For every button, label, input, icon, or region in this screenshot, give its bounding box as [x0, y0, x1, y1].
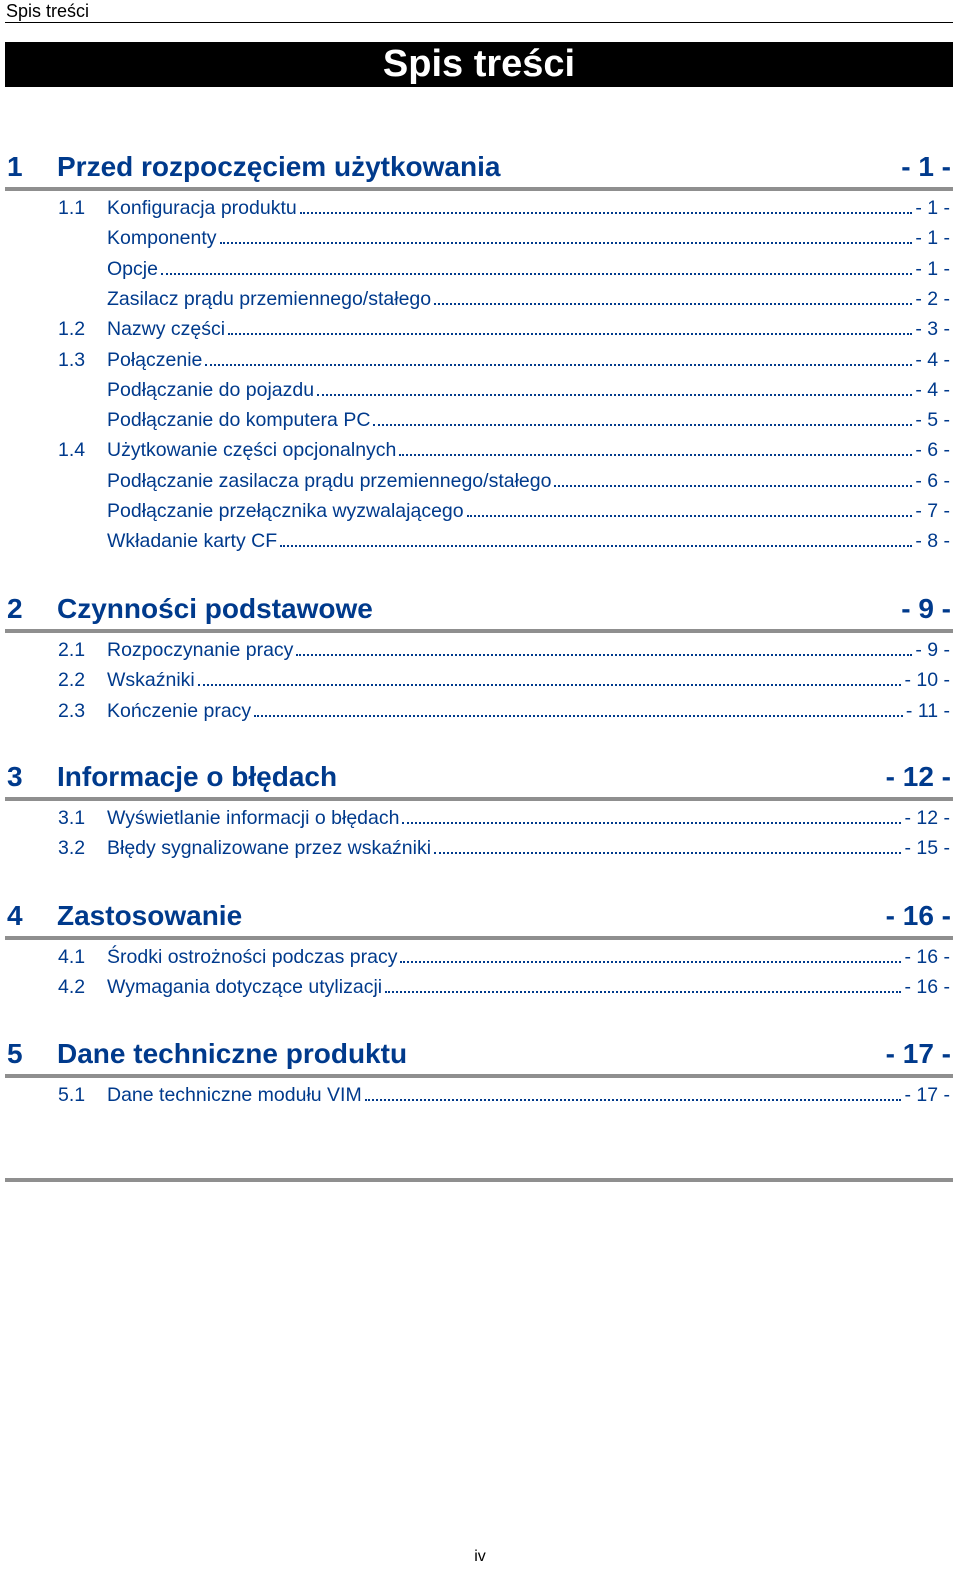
toc-entry-number: 5.1: [58, 1084, 86, 1106]
toc-entry-label: Wymagania dotyczące utylizacji: [107, 976, 383, 999]
toc-entry-line: [107, 1084, 950, 1107]
dot-leader: [554, 470, 912, 487]
toc-entry-label: Nazwy części: [107, 318, 226, 341]
running-header: Spis treści: [6, 1, 90, 21]
toc-entry-line: [107, 197, 950, 220]
toc-entry-label: Użytkowanie części opcjonalnych: [107, 439, 397, 462]
toc-entry-label: Konfiguracja produktu: [107, 197, 297, 219]
toc-entry[interactable]: [0, 946, 960, 976]
toc-entry-page: - 7 -: [915, 500, 950, 522]
toc-entry-page: - 9 -: [915, 639, 950, 661]
toc-entry-label: Opcje: [107, 257, 158, 280]
dot-leader: [205, 349, 912, 366]
chapter-heading[interactable]: [5, 894, 953, 940]
toc-entry-label: Kończenie pracy: [107, 699, 252, 722]
dot-leader: [317, 379, 912, 396]
chapter-number: 1: [7, 151, 23, 182]
toc-entry-label: Środki ostrożności podczas pracy: [107, 946, 398, 968]
toc-entry-page: - 15 -: [904, 837, 950, 860]
toc-entry-label: Podłączanie do pojazdu: [107, 378, 315, 401]
chapter-number: 2: [7, 593, 23, 624]
toc-entry-line: [107, 837, 950, 860]
toc-entry[interactable]: [0, 439, 960, 469]
chapter-heading[interactable]: [5, 587, 953, 633]
toc-entry-label: Podłączanie przełącznika wyzwalającego: [107, 500, 464, 522]
toc-entry-line: [107, 669, 950, 692]
dot-leader: [400, 946, 901, 963]
toc-entry-number: 1.2: [58, 318, 86, 341]
toc-entry-page: - 12 -: [904, 807, 950, 829]
header-rule: [5, 22, 953, 23]
toc-entry-label: Połączenie: [107, 348, 203, 371]
dot-leader: [385, 976, 901, 993]
toc-entry-page: - 2 -: [915, 287, 950, 310]
toc-entry-page: - 3 -: [915, 318, 950, 341]
toc-entry[interactable]: [0, 530, 960, 560]
toc-entry[interactable]: [0, 470, 960, 500]
toc-entry-line: [107, 227, 950, 250]
toc-entry-page: - 6 -: [915, 439, 950, 462]
toc-entry-label: Wskaźniki: [107, 669, 195, 692]
page-title-bar: [5, 42, 953, 87]
toc-entry-page: - 16 -: [904, 946, 950, 968]
toc-entry-number: 2.2: [58, 669, 86, 692]
toc-entry-line: [107, 500, 950, 523]
chapter-title: Przed rozpoczęciem użytkowania: [57, 151, 501, 182]
chapter-page: - 9 -: [901, 593, 951, 624]
bottom-rule: [5, 1178, 953, 1182]
toc-entry-page: - 16 -: [904, 976, 950, 999]
toc-entry-page: - 5 -: [915, 409, 950, 432]
toc-entry-page: - 1 -: [915, 197, 950, 219]
chapter-page: - 1 -: [901, 151, 951, 182]
toc-entry-page: - 4 -: [915, 348, 950, 371]
dot-leader: [467, 500, 913, 517]
dot-leader: [198, 669, 902, 686]
toc-entry-line: [107, 530, 950, 553]
toc-entry-number: 2.1: [58, 639, 86, 661]
toc-entry[interactable]: [0, 807, 960, 837]
toc-entry-page: - 8 -: [915, 530, 950, 553]
toc-entry[interactable]: [0, 318, 960, 348]
toc-entry-line: [107, 470, 950, 493]
toc-entry[interactable]: [0, 288, 960, 318]
chapter-title: Czynności podstawowe: [57, 593, 373, 624]
toc-entry-page: - 6 -: [915, 469, 950, 492]
toc-entry-number: 1.4: [58, 439, 86, 462]
dot-leader: [434, 837, 901, 854]
toc-entry-line: [107, 700, 950, 723]
toc-entry-label: Podłączanie do komputera PC: [107, 409, 371, 432]
toc-entry-line: [107, 258, 950, 281]
toc-entry[interactable]: [0, 500, 960, 530]
chapter-page: - 12 -: [885, 761, 951, 792]
toc-entry-line: [107, 639, 950, 662]
toc-entry-page: - 11 -: [905, 699, 950, 722]
toc-entry[interactable]: [0, 379, 960, 409]
chapter-heading[interactable]: [5, 145, 953, 191]
chapter-page: - 17 -: [885, 1038, 951, 1069]
toc-entry-label: Podłączanie zasilacza prądu przemiennego/stałego: [107, 469, 552, 492]
toc-entry-number: 4.1: [58, 946, 86, 968]
toc-entry-label: Wyświetlanie informacji o błędach: [107, 807, 400, 829]
toc-entry[interactable]: [0, 669, 960, 699]
toc-entry[interactable]: [0, 197, 960, 227]
toc-entry-label: Wkładanie karty CF: [107, 530, 278, 553]
dot-leader: [365, 1084, 902, 1101]
toc-entry[interactable]: [0, 700, 960, 730]
dot-leader: [296, 639, 912, 656]
dot-leader: [161, 258, 912, 275]
toc-entry-line: [107, 439, 950, 462]
toc-entry-label: Zasilacz prądu przemiennego/stałego: [107, 287, 432, 310]
toc-entry-number: 3.2: [58, 837, 86, 860]
toc-entry-line: [107, 349, 950, 372]
toc-entry-label: Rozpoczynanie pracy: [107, 639, 294, 661]
chapter-number: 5: [7, 1038, 23, 1069]
page-title: Spis treści: [382, 43, 576, 85]
toc-entry[interactable]: [0, 349, 960, 379]
toc-entry-page: - 1 -: [915, 257, 950, 280]
toc-entry-number: 2.3: [58, 699, 86, 722]
dot-leader: [373, 409, 912, 426]
dot-leader: [228, 318, 912, 335]
toc-entry-label: Dane techniczne modułu VIM: [107, 1084, 362, 1106]
toc-entry-line: [107, 976, 950, 999]
chapter-page: - 16 -: [885, 900, 951, 931]
toc-entry-label: Błędy sygnalizowane przez wskaźniki: [107, 837, 432, 860]
toc-entry[interactable]: [0, 639, 960, 669]
toc-entry[interactable]: [0, 837, 960, 867]
chapter-heading[interactable]: [5, 755, 953, 801]
dot-leader: [402, 807, 901, 824]
toc-entry-page: - 4 -: [915, 378, 950, 401]
toc-entry-label: Komponenty: [107, 227, 217, 250]
toc-entry[interactable]: [0, 409, 960, 439]
toc-entry-number: 1.1: [58, 197, 86, 219]
dot-leader: [220, 227, 913, 244]
toc-entry-line: [107, 318, 950, 341]
page-number: iv: [474, 1548, 486, 1565]
toc-entry-line: [107, 409, 950, 432]
toc-entry-page: - 10 -: [904, 669, 950, 692]
chapter-title: Zastosowanie: [57, 900, 243, 931]
toc-entry-page: - 1 -: [915, 227, 950, 250]
toc-entry[interactable]: [0, 227, 960, 257]
chapter-number: 4: [7, 900, 23, 931]
toc-entry-number: 3.1: [58, 807, 86, 829]
chapter-title: Informacje o błędach: [57, 761, 338, 792]
toc-entry-line: [107, 807, 950, 830]
dot-leader: [254, 700, 903, 717]
toc-entry-page: - 17 -: [904, 1084, 950, 1106]
toc-entry[interactable]: [0, 976, 960, 1006]
toc-entry-line: [107, 288, 950, 311]
toc-entry[interactable]: [0, 1084, 960, 1114]
toc-entry-number: 4.2: [58, 976, 86, 999]
dot-leader: [280, 530, 912, 547]
toc-entry[interactable]: [0, 258, 960, 288]
toc-entry-line: [107, 946, 950, 969]
chapter-heading[interactable]: [5, 1032, 953, 1078]
chapter-number: 3: [7, 761, 23, 792]
dot-leader: [399, 439, 912, 456]
toc-entry-number: 1.3: [58, 348, 86, 371]
chapter-title: Dane techniczne produktu: [57, 1038, 408, 1069]
dot-leader: [300, 197, 913, 214]
toc-entry-line: [107, 379, 950, 402]
dot-leader: [434, 288, 912, 305]
